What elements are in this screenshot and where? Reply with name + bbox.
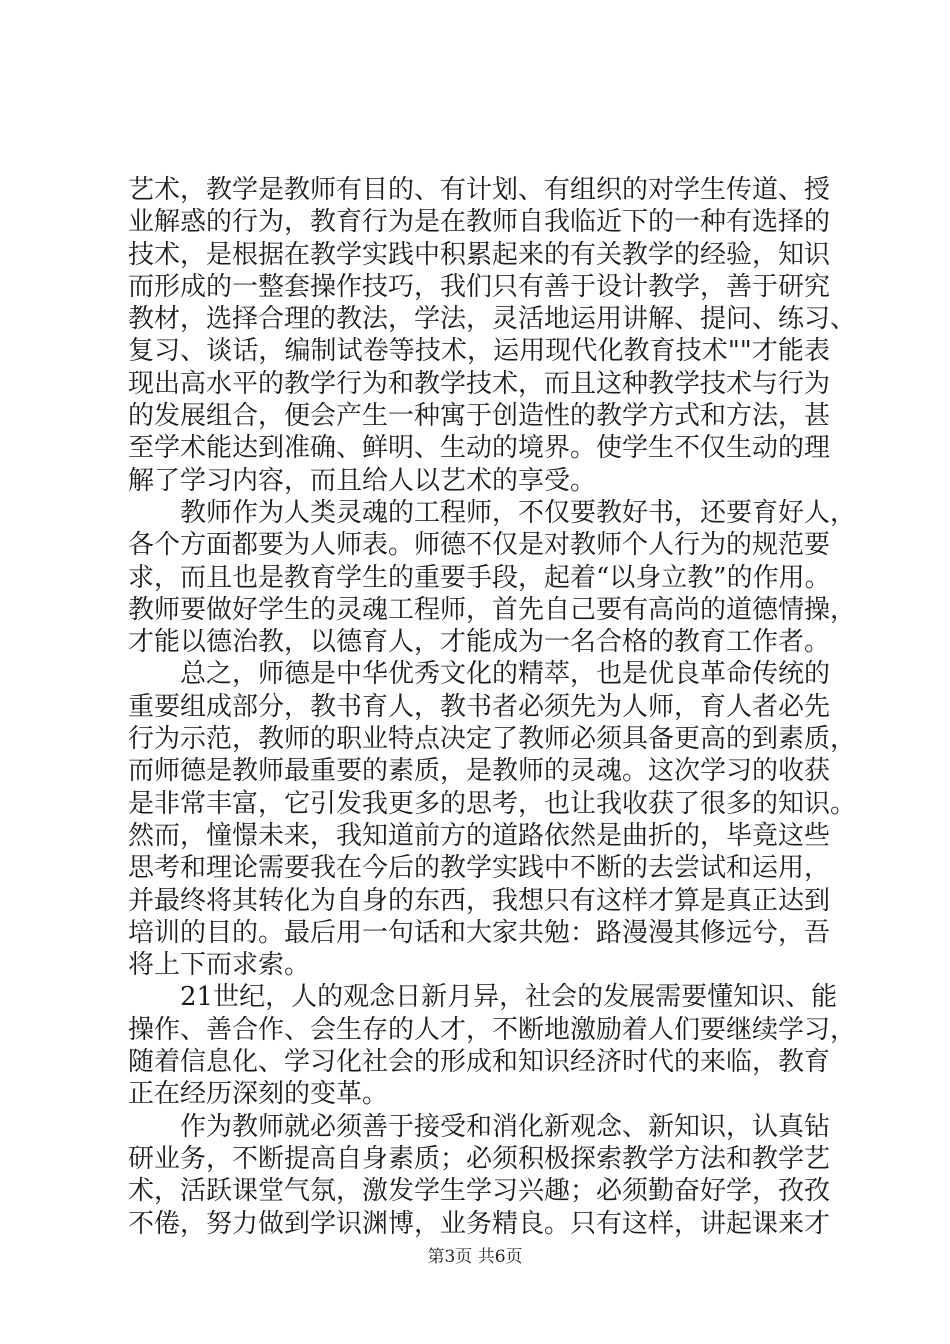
text-line: 并最终将其转化为自身的东西，我想只有这样才算是真正达到 <box>128 885 831 916</box>
text-line: 然而，憧憬未来，我知道前方的道路依然是曲折的，毕竟这些 <box>128 820 831 851</box>
text-line: 才能以德治教，以德育人，才能成为一名合格的教育工作者。 <box>128 627 831 658</box>
page-footer: 第3页 共6页 <box>427 1247 523 1267</box>
text-line: 而形成的一整套操作技巧，我们只有善于设计教学，善于研究 <box>128 271 831 302</box>
text-line: 不倦，努力做到学识渊博，业务精良。只有这样，讲起课来才 <box>128 1208 831 1239</box>
text-line: 总之，师德是中华优秀文化的精萃，也是优良革命传统的 <box>180 659 831 690</box>
text-line: 21世纪，人的观念日新月异，社会的发展需要懂知识、能 <box>180 982 838 1013</box>
text-line: 是非常丰富，它引发我更多的思考，也让我收获了很多的知识。 <box>128 788 857 819</box>
text-line: 术，活跃课堂气氛，激发学生学习兴趣；必须勤奋好学，孜孜 <box>128 1176 831 1207</box>
text-line: 现出高水平的教学行为和教学技术，而且这种教学技术与行为 <box>128 368 831 399</box>
text-line: 艺术，教学是教师有目的、有计划、有组织的对学生传道、授 <box>128 175 831 205</box>
text-line: 正在经历深刻的变革。 <box>128 1079 389 1110</box>
text-line: 解了学习内容，而且给人以艺术的享受。 <box>128 465 597 496</box>
text-line: 研业务，不断提高自身素质；必须积极探索教学方法和教学艺 <box>128 1143 831 1174</box>
text-line: 培训的目的。最后用一句话和大家共勉：路漫漫其修远兮，吾 <box>128 917 831 948</box>
text-line: 业解惑的行为，教育行为是在教师自我临近下的一种有选择的 <box>128 207 831 238</box>
text-line: 至学术能达到准确、鲜明、生动的境界。使学生不仅生动的理 <box>128 433 831 464</box>
text-line: 重要组成部分，教书育人，教书者必须先为人师，育人者必先 <box>128 691 831 722</box>
text-line: 操作、善合作、会生存的人才，不断地激励着人们要继续学习， <box>128 1014 857 1045</box>
text-line: 而师德是教师最重要的素质，是教师的灵魂。这次学习的收获 <box>128 756 831 787</box>
body-text <box>128 174 857 1240</box>
text-line: 作为教师就必须善于接受和消化新观念、新知识，认真钻 <box>180 1111 831 1142</box>
text-line: 教师作为人类灵魂的工程师，不仅要教好书，还要育好人， <box>180 497 857 528</box>
text-line: 的发展组合，便会产生一种寓于创造性的教学方式和方法，甚 <box>128 401 831 432</box>
text-line: 技术，是根据在教学实践中积累起来的有关教学的经验，知识 <box>128 239 831 270</box>
text-line: 思考和理论需要我在今后的教学实践中不断的去尝试和运用， <box>128 853 831 884</box>
text-line: 行为示范，教师的职业特点决定了教师必须具备更高的到素质， <box>128 724 857 755</box>
text-line: 教师要做好学生的灵魂工程师，首先自己要有高尚的道德情操， <box>128 594 857 625</box>
text-line: 各个方面都要为人师表。师德不仅是对教师个人行为的规范要 <box>128 530 831 561</box>
text-line: 复习、谈话，编制试卷等技术，运用现代化教育技术""才能表 <box>128 336 830 367</box>
text-line: 教材，选择合理的教法，学法，灵活地运用讲解、提问、练习、 <box>128 304 857 335</box>
text-line: 求，而且也是教育学生的重要手段，起着“以身立教”的作用。 <box>128 562 831 593</box>
text-line: 随着信息化、学习化社会的形成和知识经济时代的来临，教育 <box>128 1047 831 1078</box>
text-line: 将上下而求索。 <box>128 950 311 981</box>
